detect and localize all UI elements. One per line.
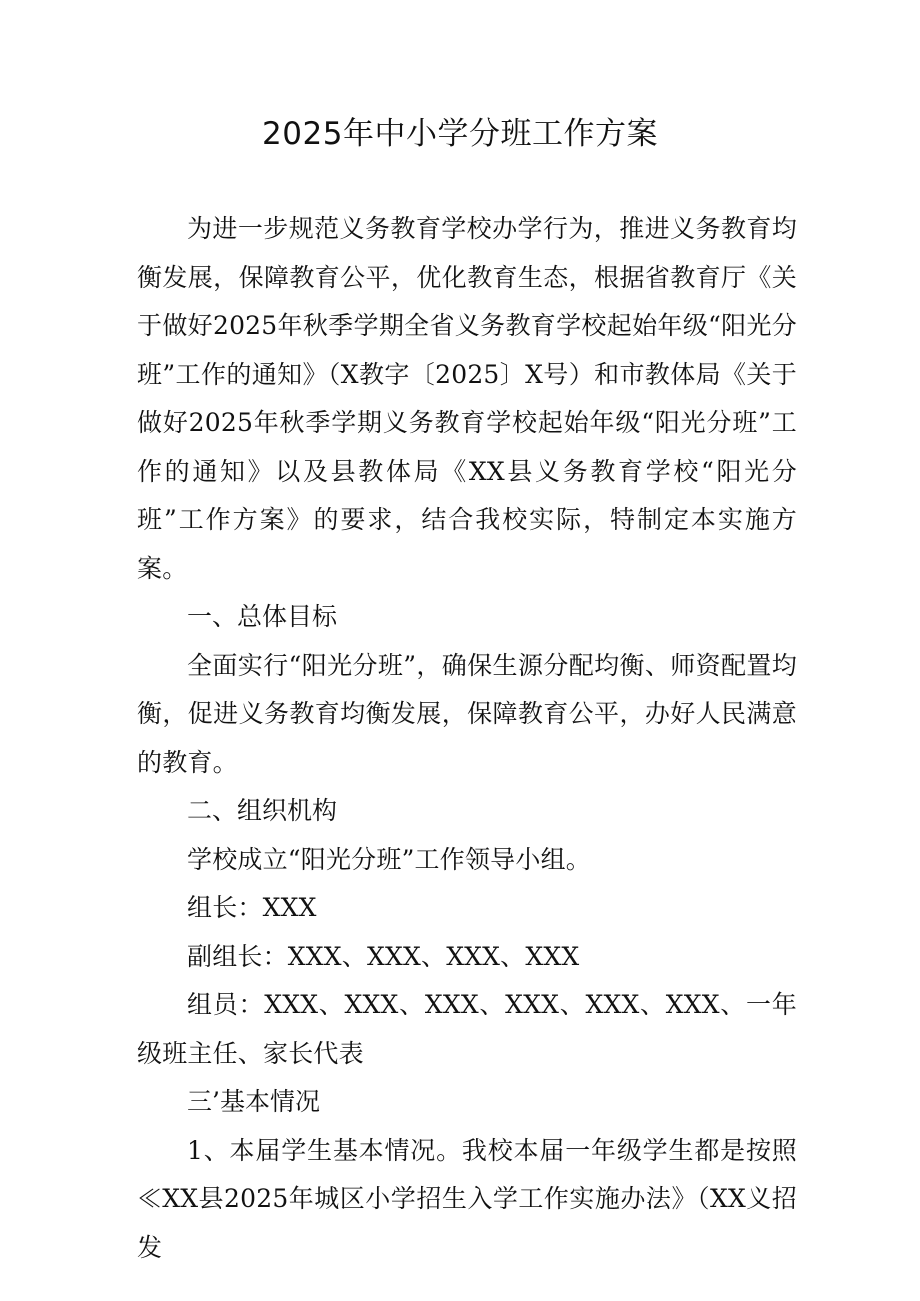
intro-paragraph: 为进一步规范义务教育学校办学行为，推进义务教育均衡发展，保障教育公平，优化教育生态，根据省教育厅《关于做好2025年秋季学期全省义务教育学校起始年级“阳光分班”工作的通知》（X教字〔2025〕X号）和市教体局《关于做好2025年秋季学期义务教育学校起始年级“阳光分班”工作的通知》以及县教体局《XX县义务教育学校“阳光分班”工作方案》的要求，结合我校实际，特制定本实施方案。 xyxy=(137,214,797,583)
section-2-heading: 二、组织机构 xyxy=(187,796,338,825)
group-leader: 组长：XXX xyxy=(187,893,317,922)
section-1-heading: 一、总体目标 xyxy=(187,602,338,631)
section-2-text: 学校成立“阳光分班”工作领导小组。 xyxy=(187,844,591,874)
group-members: 组员：XXX、XXX、XXX、XXX、XXX、XXX、一年级班主任、家长代表 xyxy=(137,990,797,1068)
document-body xyxy=(137,205,797,1272)
section-3-item-1: 1、本届学生基本情况。我校本届一年级学生都是按照≪XX县2025年城区小学招生入学工作实施办法》（XX义招发 xyxy=(137,1135,797,1262)
section-3-heading: 三’基本情况 xyxy=(187,1087,320,1116)
document-title: 2025年中小学分班工作方案 xyxy=(262,116,658,152)
section-1-text: 全面实行“阳光分班”，确保生源分配均衡、师资配置均衡，促进义务教育均衡发展，保障教育公平，办好人民满意的教育。 xyxy=(137,650,797,777)
group-deputy: 副组长：XXX、XXX、XXX、XXX xyxy=(187,941,580,971)
